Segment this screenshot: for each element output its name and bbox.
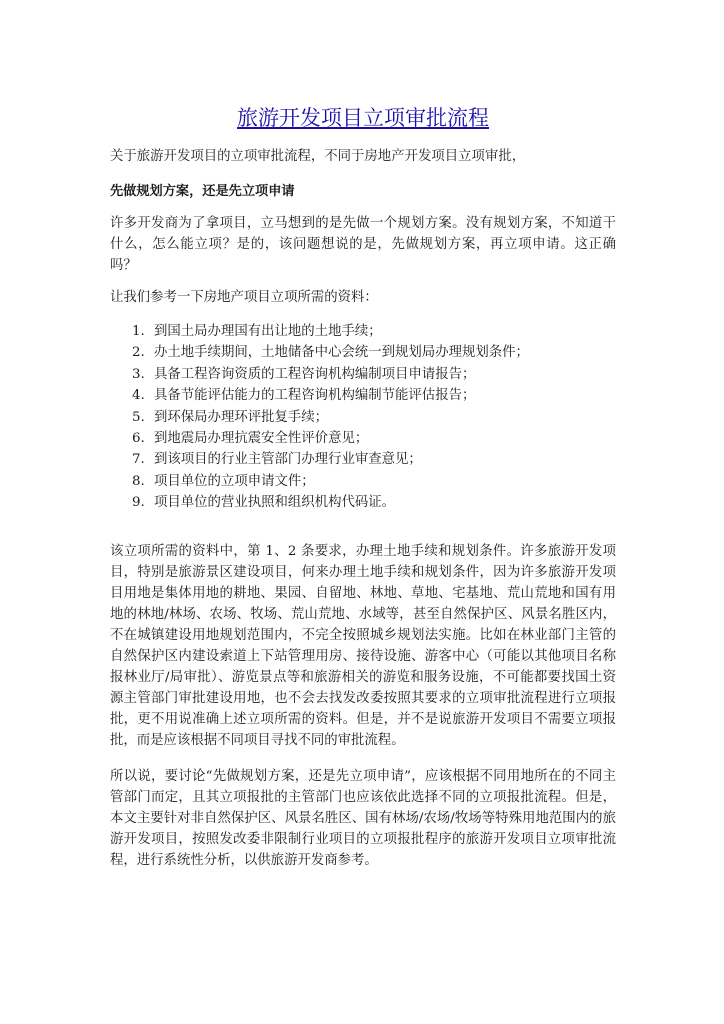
intro-paragraph: 关于旅游开发项目的立项审批流程，不同于房地产开发项目立项审批， [110, 149, 526, 164]
list-item-number: 8. [132, 473, 145, 489]
list-item [132, 471, 616, 492]
list-item [132, 428, 616, 449]
list-item-number: 7. [132, 452, 145, 468]
list-item-number: 2. [132, 345, 145, 361]
list-item-number: 3. [132, 366, 145, 382]
list-item-text: 到地震局办理抗震安全性评价意见； [154, 431, 369, 447]
body-paragraph-2: 让我们参考一下房地产项目立项所需的资料： [110, 290, 378, 305]
list-item [132, 449, 616, 470]
list-item-text: 办土地手续期间，土地储备中心会统一到规划局办理规划条件； [154, 345, 529, 361]
document-title-link[interactable]: 旅游开发项目立项审批流程 [237, 106, 489, 130]
list-item-number: 5. [132, 409, 145, 425]
list-item-text: 到环保局办理环评批复手续； [154, 409, 329, 425]
body-paragraph-1: 许多开发商为了拿项目，立马想到的是先做一个规划方案。没有规划方案，不知道干什么，怎么能立项？是的，该问题想说的是，先做规划方案，再立项申请。这正确吗？ [110, 216, 616, 273]
list-item-number: 4. [132, 388, 145, 404]
required-materials-list [132, 321, 616, 514]
list-item-number: 1. [132, 324, 145, 339]
body-paragraph-4: 所以说，要讨论“先做规划方案，还是先立项申请”，应该根据不同用地所在的不同主管部门而定，且其立项报批的主管部门也应该依此选择不同的立项报批流程。但是，本文主要针对非自然保护区、风景名胜区、国有林场/农场/牧场等特殊用地范围内的旅游开发项目，按照发改委非限制行业项目的立项报批程序的旅游开发项目立项审批流程，进行系统性分析，以供旅游开发商参考。 [110, 769, 616, 868]
list-item-text: 项目单位的立项申请文件； [154, 473, 315, 489]
list-item-text: 到该项目的行业主管部门办理行业审查意见； [154, 452, 422, 468]
list-item-text: 具备工程咨询资质的工程咨询机构编制项目申请报告； [154, 366, 476, 382]
list-item [132, 364, 616, 385]
list-item-number: 6. [132, 431, 145, 447]
list-item [132, 385, 616, 406]
list-item-text: 项目单位的营业执照和组织机构代码证。 [154, 495, 396, 511]
list-item [132, 407, 616, 428]
list-item-text: 具备节能评估能力的工程咨询机构编制节能评估报告； [154, 388, 476, 404]
list-item [132, 492, 616, 513]
list-item-number: 9. [132, 495, 145, 511]
section-heading: 先做规划方案，还是先立项申请 [110, 184, 295, 199]
list-item-text: 到国土局办理国有出让地的土地手续； [154, 324, 382, 339]
body-paragraph-3: 该立项所需的资料中，第 1、2 条要求，办理土地手续和规划条件。许多旅游开发项目，特别是旅游景区建设项目，何来办理土地手续和规划条件，因为许多旅游开发项目用地是集体用地的耕地、果园、自留地、林地、草地、宅基地、荒山荒地和国有用地的林地/林场、农场、牧场、荒山荒地、水域等，甚至自然保护区、风景名胜区内，不在城镇建设用地规划范围内，不完全按照城乡规划法实施。比如在林业部门主管的自然保护区内建设索道上下站管理用房、接待设施、游客中心（可能以其他项目名称报林业厅/局审批）、游览景点等和旅游相关的游览和服务设施，不可能都要找国土资源主管部门审批建设用地，也不会去找发改委按照其要求的立项审批流程进行立项报批，更不用说准确上述立项所需的资料。但是，并不是说旅游开发项目不需要立项报批，而是应该根据不同项目寻找不同的审批流程。 [110, 544, 616, 748]
list-item [132, 342, 616, 363]
list-item [132, 321, 616, 342]
